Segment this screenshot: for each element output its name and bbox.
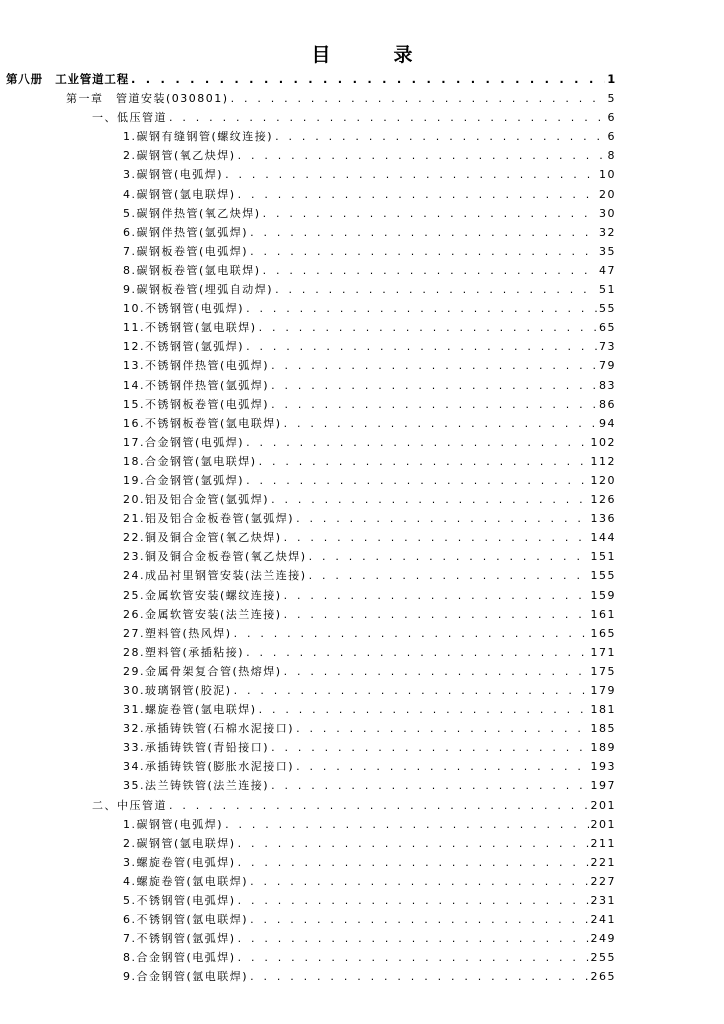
- dot-leader: [169, 796, 589, 815]
- toc-entry-title: 12.不锈钢管(氩弧焊): [123, 340, 245, 354]
- dot-leader: [296, 509, 588, 528]
- toc-entry-page: 181: [590, 703, 616, 717]
- dot-leader: [169, 108, 606, 127]
- toc-entry-title: 第八册 工业管道工程: [6, 72, 129, 86]
- toc-entry-title: 3.螺旋卷管(电弧焊): [123, 855, 236, 869]
- toc-entry-page: 6: [607, 111, 616, 125]
- toc-entry-title: 18.合金钢管(氩电联焊): [123, 454, 257, 468]
- toc-entry-title: 25.金属软管安装(螺纹连接): [123, 588, 282, 602]
- toc-entry-title: 3.碳钢管(电弧焊): [123, 168, 224, 182]
- toc-entry[interactable]: [0, 967, 724, 986]
- toc-entry-page: 175: [590, 664, 616, 678]
- toc-entry-title: 第一章 管道安装(030801): [66, 92, 229, 106]
- toc-entry-page: 221: [590, 855, 616, 869]
- toc-entry-title: 8.碳钢板卷管(氩电联焊): [123, 263, 261, 277]
- toc-entry-title: 19.合金钢管(氩弧焊): [123, 473, 245, 487]
- dot-leader: [275, 280, 597, 299]
- toc-entry-page: 86: [599, 397, 616, 411]
- dot-leader: [131, 70, 605, 89]
- dot-leader: [250, 242, 597, 261]
- toc-entry[interactable]: [0, 605, 724, 624]
- toc-entry[interactable]: [0, 299, 724, 318]
- toc-entry-title: 14.不锈钢伴热管(氩弧焊): [123, 378, 270, 392]
- toc-entry-page: 231: [590, 894, 616, 908]
- toc-entry-page: 126: [590, 493, 616, 507]
- toc-entry-page: 51: [599, 283, 616, 297]
- toc-entry-page: 32: [599, 225, 616, 239]
- toc-entry-page: 83: [599, 378, 616, 392]
- toc-entry[interactable]: [0, 433, 724, 452]
- toc-entry-page: 193: [590, 760, 616, 774]
- toc-entry[interactable]: [0, 834, 724, 853]
- toc-entry-title: 28.塑料管(承插粘接): [123, 645, 245, 659]
- toc-entry-title: 9.碳钢板卷管(埋弧自动焊): [123, 283, 274, 297]
- toc-entry-page: 1: [607, 72, 616, 86]
- toc-entry-title: 35.法兰铸铁管(法兰连接): [123, 779, 270, 793]
- dot-leader: [271, 395, 597, 414]
- toc-entry[interactable]: [0, 127, 724, 146]
- toc-entry-title: 27.塑料管(热风焊): [123, 626, 232, 640]
- dot-leader: [250, 872, 588, 891]
- dot-leader: [271, 376, 597, 395]
- toc-entry-page: 151: [590, 550, 616, 564]
- toc-entry[interactable]: [0, 948, 724, 967]
- toc-entry[interactable]: [0, 70, 724, 89]
- toc-entry-page: 55: [599, 302, 616, 316]
- toc-entry[interactable]: [0, 204, 724, 223]
- toc-entry[interactable]: [0, 796, 724, 815]
- toc-entry[interactable]: [0, 414, 724, 433]
- dot-leader: [263, 261, 597, 280]
- page-title: 目 录: [311, 44, 435, 66]
- toc-entry-page: 6: [607, 130, 616, 144]
- dot-leader: [259, 452, 589, 471]
- dot-leader: [284, 414, 597, 433]
- toc-entry[interactable]: [0, 509, 724, 528]
- toc-entry-page: 112: [590, 454, 616, 468]
- toc-entry-page: 185: [590, 722, 616, 736]
- toc-entry[interactable]: [0, 815, 724, 834]
- toc-entry[interactable]: [0, 719, 724, 738]
- toc-entry-title: 8.合金钢管(电弧焊): [123, 951, 236, 965]
- toc-entry-title: 16.不锈钢板卷管(氩电联焊): [123, 416, 282, 430]
- toc-entry-page: 197: [590, 779, 616, 793]
- toc-entry-title: 26.金属软管安装(法兰连接): [123, 607, 282, 621]
- dot-leader: [234, 681, 589, 700]
- toc-entry-page: 35: [599, 244, 616, 258]
- toc-entry[interactable]: [0, 757, 724, 776]
- dot-leader: [238, 853, 589, 872]
- toc-entry-title: 17.合金钢管(电弧焊): [123, 435, 245, 449]
- toc-entry-title: 9.合金钢管(氩电联焊): [123, 970, 249, 984]
- toc-entry-page: 94: [599, 416, 616, 430]
- toc-entry-title: 29.金属骨架复合管(热熔焊): [123, 664, 282, 678]
- dot-leader: [238, 146, 606, 165]
- toc-entry-title: 1.碳钢管(电弧焊): [123, 817, 224, 831]
- dot-leader: [284, 605, 589, 624]
- toc-entry-title: 31.螺旋卷管(氩电联焊): [123, 703, 257, 717]
- dot-leader: [296, 757, 588, 776]
- dot-leader: [271, 738, 588, 757]
- toc-entry-page: 189: [590, 741, 616, 755]
- toc-entry[interactable]: [0, 165, 724, 184]
- toc-entry[interactable]: [0, 547, 724, 566]
- toc-entry[interactable]: [0, 337, 724, 356]
- toc-entry[interactable]: [0, 929, 724, 948]
- toc-entry[interactable]: [0, 891, 724, 910]
- toc-entry-title: 22.铜及铜合金管(氧乙炔焊): [123, 531, 282, 545]
- toc-entry[interactable]: [0, 853, 724, 872]
- dot-leader: [238, 929, 589, 948]
- toc-entry[interactable]: [0, 376, 724, 395]
- toc-entry-page: 120: [590, 473, 616, 487]
- toc-entry[interactable]: [0, 910, 724, 929]
- toc-entry-title: 一、低压管道: [92, 111, 167, 125]
- dot-leader: [250, 223, 597, 242]
- dot-leader: [246, 299, 597, 318]
- toc-entry[interactable]: [0, 471, 724, 490]
- toc-entry-title: 二、中压管道: [92, 798, 167, 812]
- toc-entry[interactable]: [0, 624, 724, 643]
- toc-entry[interactable]: [0, 242, 724, 261]
- toc-entry-page: 155: [590, 569, 616, 583]
- dot-leader: [259, 700, 589, 719]
- toc-entry-page: 30: [599, 206, 616, 220]
- toc-entry[interactable]: [0, 108, 724, 127]
- toc-entry-page: 201: [590, 817, 616, 831]
- toc-entry-title: 7.碳钢板卷管(电弧焊): [123, 244, 249, 258]
- toc-entry-page: 171: [590, 645, 616, 659]
- toc-entry[interactable]: [0, 528, 724, 547]
- toc-entry-page: 73: [599, 340, 616, 354]
- toc-entry-page: 20: [599, 187, 616, 201]
- toc-entry-title: 4.螺旋卷管(氩电联焊): [123, 874, 249, 888]
- toc-entry-page: 65: [599, 321, 616, 335]
- toc-entry[interactable]: [0, 89, 724, 108]
- toc-entry-title: 5.碳钢伴热管(氧乙炔焊): [123, 206, 261, 220]
- toc-entry[interactable]: [0, 318, 724, 337]
- toc-entry-page: 179: [590, 684, 616, 697]
- dot-leader: [275, 127, 605, 146]
- toc-entry-page: 211: [590, 836, 616, 850]
- toc-entry-page: 165: [590, 626, 616, 640]
- toc-entry[interactable]: [0, 643, 724, 662]
- toc-entry-page: 241: [590, 913, 616, 927]
- toc-entry[interactable]: [0, 700, 724, 719]
- toc-entry-title: 21.铝及铝合金板卷管(氩弧焊): [123, 512, 295, 526]
- dot-leader: [309, 547, 589, 566]
- dot-leader: [250, 910, 588, 929]
- toc-entry-page: 265: [590, 970, 616, 984]
- toc-entry-title: 6.不锈钢管(氩电联焊): [123, 913, 249, 927]
- dot-leader: [271, 490, 588, 509]
- toc-entry-page: 255: [590, 951, 616, 965]
- toc-entry-title: 20.铝及铝合金管(氩弧焊): [123, 493, 270, 507]
- toc-entry-title: 23.铜及铜合金板卷管(氧乙炔焊): [123, 550, 307, 564]
- dot-leader: [238, 891, 589, 910]
- toc-entry[interactable]: [0, 566, 724, 585]
- toc-entry[interactable]: [0, 490, 724, 509]
- toc-entry-page: 136: [590, 512, 616, 526]
- toc-entry[interactable]: [0, 261, 724, 280]
- toc-entry[interactable]: [0, 681, 724, 700]
- toc-entry-page: 201: [590, 798, 616, 812]
- toc-entry-page: 102: [590, 435, 616, 449]
- dot-leader: [271, 356, 597, 375]
- dot-leader: [231, 89, 606, 108]
- dot-leader: [259, 318, 597, 337]
- dot-leader: [246, 337, 597, 356]
- dot-leader: [246, 643, 588, 662]
- dot-leader: [284, 662, 589, 681]
- dot-leader: [238, 185, 597, 204]
- toc-entry-title: 2.碳钢管(氧乙炔焊): [123, 149, 236, 163]
- toc-entry[interactable]: [0, 586, 724, 605]
- toc-entry-page: 159: [590, 588, 616, 602]
- toc-entry[interactable]: [0, 395, 724, 414]
- dot-leader: [296, 719, 588, 738]
- toc-entry-title: 2.碳钢管(氩电联焊): [123, 836, 236, 850]
- toc-entry[interactable]: [0, 356, 724, 375]
- toc-entry[interactable]: [0, 146, 724, 165]
- toc-entry-title: 10.不锈钢管(电弧焊): [123, 302, 245, 316]
- toc-entry-page: 5: [607, 92, 616, 106]
- toc-entry-page: 161: [590, 607, 616, 621]
- toc-entry-page: 10: [599, 168, 616, 182]
- dot-leader: [246, 433, 588, 452]
- dot-leader: [250, 967, 588, 986]
- dot-leader: [234, 624, 589, 643]
- toc-entry-title: 32.承插铸铁管(石棉水泥接口): [123, 722, 295, 736]
- toc-entry-title: 24.成品衬里钢管安装(法兰连接): [123, 569, 307, 583]
- dot-leader: [271, 776, 588, 795]
- dot-leader: [238, 834, 589, 853]
- toc-entry[interactable]: [0, 452, 724, 471]
- toc-entry[interactable]: [0, 776, 724, 795]
- toc-entry-title: 11.不锈钢管(氩电联焊): [123, 321, 257, 335]
- dot-leader: [284, 586, 589, 605]
- dot-leader: [309, 566, 589, 585]
- toc-entry-page: 144: [590, 531, 616, 545]
- toc-entry-page: 79: [599, 359, 616, 373]
- toc-entry[interactable]: [0, 185, 724, 204]
- toc-entry-page: 249: [590, 932, 616, 946]
- toc-entry[interactable]: [0, 280, 724, 299]
- toc-entry[interactable]: [0, 738, 724, 757]
- toc-entry-title: 13.不锈钢伴热管(电弧焊): [123, 359, 270, 373]
- toc-entry[interactable]: [0, 872, 724, 891]
- toc-entry-title: 30.玻璃钢管(胶泥): [123, 684, 232, 697]
- dot-leader: [225, 815, 588, 834]
- toc-entry-title: 15.不锈钢板卷管(电弧焊): [123, 397, 270, 411]
- table-of-contents: [0, 70, 724, 987]
- toc-entry-title: 1.碳钢有缝钢管(螺纹连接): [123, 130, 274, 144]
- dot-leader: [263, 204, 597, 223]
- toc-entry[interactable]: [0, 223, 724, 242]
- dot-leader: [238, 948, 589, 967]
- toc-entry-page: 8: [607, 149, 616, 163]
- toc-entry-title: 4.碳钢管(氩电联焊): [123, 187, 236, 201]
- toc-entry-page: 227: [590, 874, 616, 888]
- toc-entry-page: 47: [599, 263, 616, 277]
- dot-leader: [246, 471, 588, 490]
- dot-leader: [284, 528, 589, 547]
- toc-entry-title: 7.不锈钢管(氩弧焊): [123, 932, 236, 946]
- toc-entry-title: 5.不锈钢管(电弧焊): [123, 894, 236, 908]
- toc-entry-title: 6.碳钢伴热管(氩弧焊): [123, 225, 249, 239]
- toc-entry-title: 33.承插铸铁管(青铅接口): [123, 741, 270, 755]
- toc-entry-title: 34.承插铸铁管(膨胀水泥接口): [123, 760, 295, 774]
- dot-leader: [225, 165, 597, 184]
- toc-entry[interactable]: [0, 662, 724, 681]
